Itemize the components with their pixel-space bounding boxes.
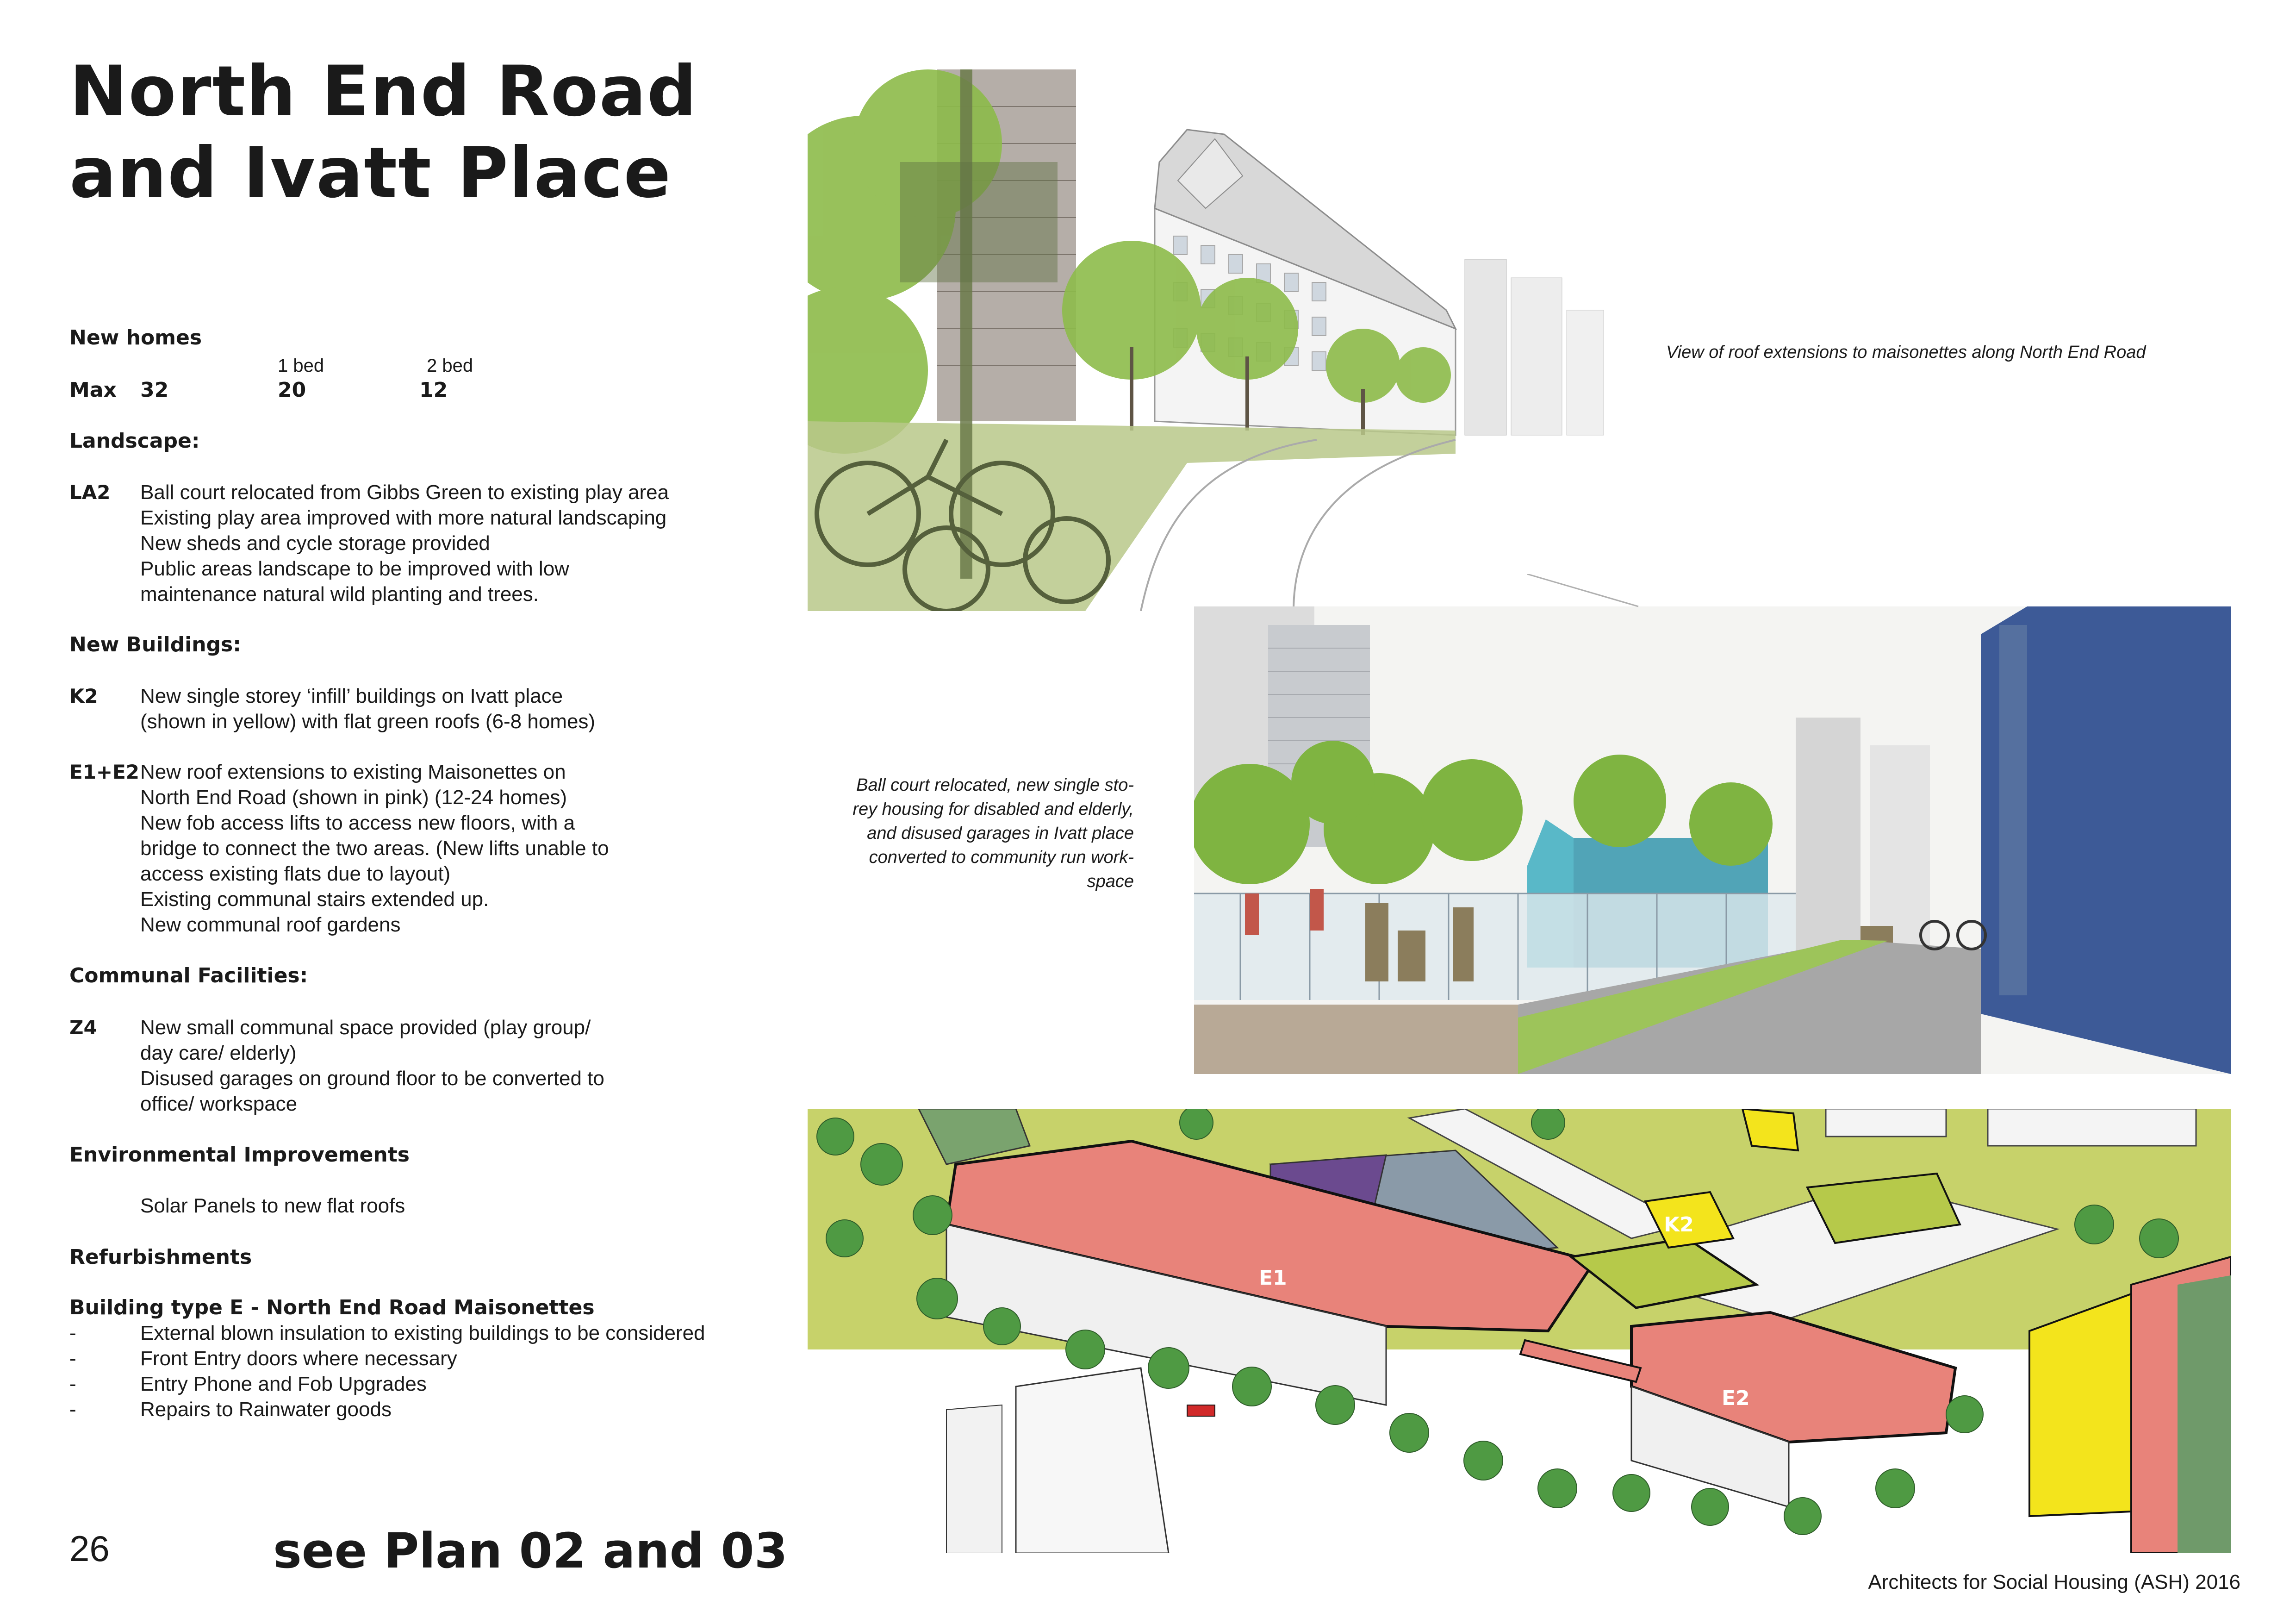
see-plan-reference: see Plan 02 and 03 xyxy=(273,1523,788,1579)
bullet: - xyxy=(69,1322,76,1344)
communal-line: New small communal space provided (play group/ xyxy=(140,1016,591,1039)
communal-line: Disused garages on ground floor to be converted to xyxy=(140,1067,604,1090)
landscape-code: LA2 xyxy=(69,481,111,504)
caption-line: rey housing for disabled and elderly, xyxy=(852,800,1134,819)
refurb-item: Front Entry doors where necessary xyxy=(140,1347,457,1370)
caption-roof-extensions: View of roof extensions to maisonettes along North End Road xyxy=(1666,343,2146,362)
caption-line: and disused garages in Ivatt place xyxy=(867,824,1134,843)
environmental-line: Solar Panels to new flat roofs xyxy=(140,1194,405,1217)
refurb-item: Entry Phone and Fob Upgrades xyxy=(140,1373,427,1395)
refurb-item: Repairs to Rainwater goods xyxy=(140,1398,392,1421)
caption-line: space xyxy=(1087,872,1134,891)
e-line: New roof extensions to existing Maisonettes on xyxy=(140,761,566,783)
communal-heading: Communal Facilities: xyxy=(69,964,308,987)
page-number: 26 xyxy=(69,1528,110,1569)
plan-label-k2: K2 xyxy=(1664,1213,1694,1237)
environmental-heading: Environmental Improvements xyxy=(69,1143,410,1167)
plan-label-e2: E2 xyxy=(1722,1387,1750,1410)
k2-line: New single storey ‘infill’ buildings on Ivatt place xyxy=(140,685,563,707)
bullet: - xyxy=(69,1398,76,1421)
title-line-1: North End Road xyxy=(69,51,698,132)
e-line: North End Road (shown in pink) (12-24 homes) xyxy=(140,786,567,809)
max-one-bed: 20 xyxy=(278,378,306,402)
caption-ball-court xyxy=(824,773,1134,893)
landscape-heading: Landscape: xyxy=(69,429,200,453)
caption-line: converted to community run work- xyxy=(869,848,1134,867)
landscape-line: Ball court relocated from Gibbs Green to existing play area xyxy=(140,481,669,504)
landscape-line: Existing play area improved with more natural landscaping xyxy=(140,506,667,529)
e-line: access existing flats due to layout) xyxy=(140,862,451,885)
communal-line: day care/ elderly) xyxy=(140,1042,297,1064)
plan-label-e1: E1 xyxy=(1259,1266,1287,1290)
e-line: bridge to connect the two areas. (New lifts unable to xyxy=(140,837,609,860)
ball-court-render xyxy=(1194,606,2231,1074)
street-view-render xyxy=(808,69,1641,611)
e-line: New communal roof gardens xyxy=(140,913,401,936)
new-homes-heading: New homes xyxy=(69,326,202,350)
title-line-2: and Ivatt Place xyxy=(69,133,672,213)
bullet: - xyxy=(69,1347,76,1370)
credit-line: Architects for Social Housing (ASH) 2016 xyxy=(1868,1571,2240,1593)
e-line: Existing communal stairs extended up. xyxy=(140,888,489,911)
k2-code: K2 xyxy=(69,685,98,707)
e-code: E1+E2 xyxy=(69,761,140,783)
k2-line: (shown in yellow) with flat green roofs (6-8 homes) xyxy=(140,710,596,733)
landscape-line: Public areas landscape to be improved with low xyxy=(140,557,569,580)
e-line: New fob access lifts to access new floors, with a xyxy=(140,812,575,834)
new-buildings-heading: New Buildings: xyxy=(69,633,241,656)
axonometric-plan xyxy=(808,1109,2231,1553)
bullet: - xyxy=(69,1373,76,1395)
page-title xyxy=(69,51,697,214)
max-two-bed: 12 xyxy=(419,378,448,402)
one-bed-header: 1 bed xyxy=(278,356,324,376)
landscape-line: maintenance natural wild planting and trees. xyxy=(140,583,539,606)
max-label: Max xyxy=(69,378,117,402)
caption-line: Ball court relocated, new single sto- xyxy=(856,775,1134,795)
refurb-subheading: Building type E - North End Road Maisonettes xyxy=(69,1296,595,1319)
landscape-line: New sheds and cycle storage provided xyxy=(140,532,490,555)
communal-line: office/ workspace xyxy=(140,1093,298,1115)
refurb-item: External blown insulation to existing buildings to be considered xyxy=(140,1322,705,1344)
max-total: 32 xyxy=(140,378,169,402)
two-bed-header: 2 bed xyxy=(427,356,473,376)
connector-line xyxy=(1527,574,1648,611)
communal-code: Z4 xyxy=(69,1016,97,1039)
refurb-heading: Refurbishments xyxy=(69,1245,252,1269)
